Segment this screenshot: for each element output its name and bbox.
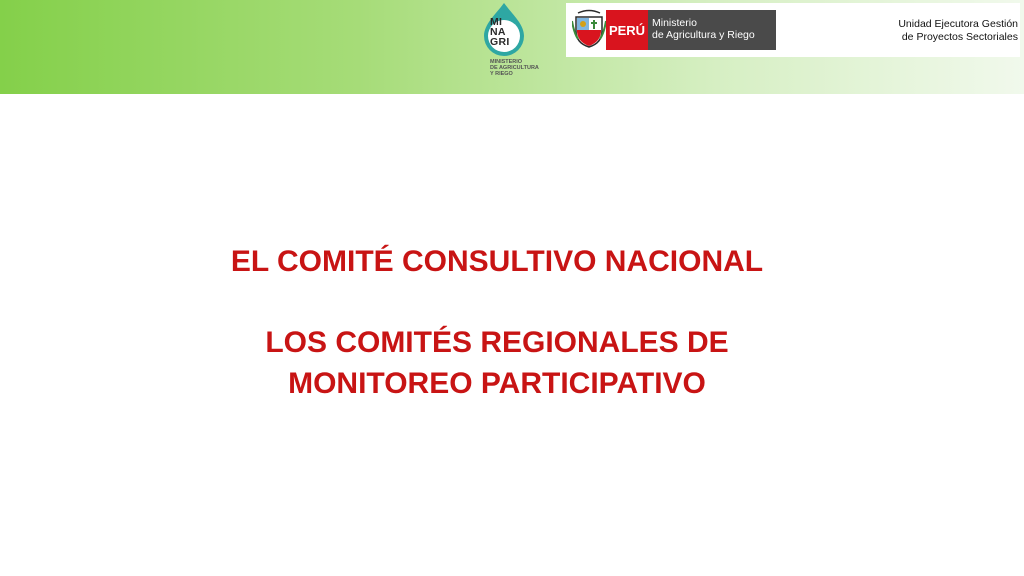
minagri-wordmark — [490, 17, 520, 47]
minagri-line: GRI — [490, 36, 510, 48]
minagri-line: MI — [490, 16, 503, 28]
unit-line: Unidad Ejecutora Gestión — [898, 18, 1018, 30]
ministry-line: Ministerio — [652, 17, 697, 29]
title-line-regional-committees: LOS COMITÉS REGIONALES DE — [265, 326, 729, 359]
peru-coat-of-arms-icon — [572, 9, 606, 49]
peru-label: PERÚ — [606, 10, 648, 50]
ministry-line: de Agricultura y Riego — [652, 29, 755, 41]
unit-line: de Proyectos Sectoriales — [901, 31, 1018, 43]
minagri-logo — [476, 0, 556, 82]
minagri-caption — [490, 59, 560, 77]
title-line-participatory-monitoring: MONITOREO PARTICIPATIVO — [288, 367, 706, 400]
minagri-caption-line: DE AGRICULTURA — [490, 65, 539, 71]
title-line-national-committee: EL COMITÉ CONSULTIVO NACIONAL — [230, 245, 764, 278]
minagri-caption-line: Y RIEGO — [490, 71, 513, 77]
ministry-label — [648, 10, 776, 50]
government-brand-panel — [566, 3, 1020, 57]
minagri-caption-line: MINISTERIO — [490, 59, 523, 65]
minagri-line: NA — [490, 26, 506, 38]
executing-unit-name — [818, 18, 1018, 44]
